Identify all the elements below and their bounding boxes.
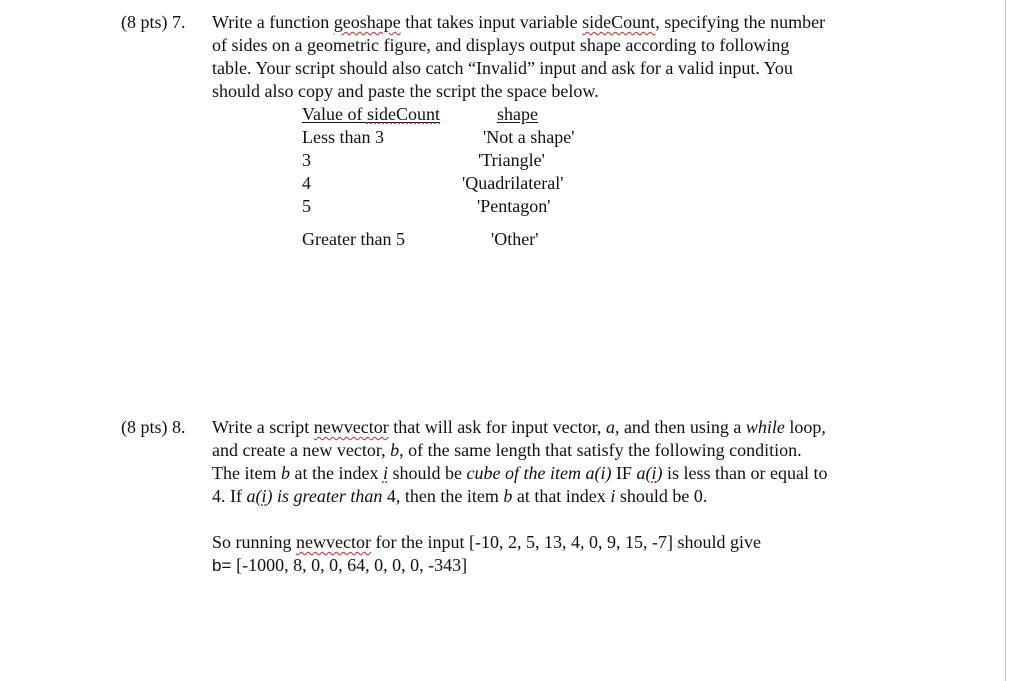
q8-var-i: i xyxy=(651,463,657,483)
q8-text: 4, then the item xyxy=(382,486,504,506)
table-header-value-prefix: Value of xyxy=(302,104,367,124)
q7-number: 7. xyxy=(172,12,186,32)
table-header-value xyxy=(302,103,440,125)
table-cell-shape: 'Triangle' xyxy=(478,150,545,170)
q8-ai-close: ) xyxy=(656,463,663,483)
q7-text-line-3: table. Your script should also catch “Invalid” input and ask for a valid input. You xyxy=(212,58,793,78)
table-cell-value: 3 xyxy=(302,150,311,170)
q8-result-label: b= xyxy=(212,556,237,575)
q7-text: , specifying the number xyxy=(655,12,826,32)
q8-text: that will ask for input vector, xyxy=(388,417,606,437)
q7-text-line-2: of sides on a geometric figure, and displays output shape according to following xyxy=(212,35,790,55)
q8-script-name: newvector xyxy=(296,532,371,552)
q8-text: , and then using a xyxy=(614,417,746,437)
q8-text: should be 0. xyxy=(615,486,708,506)
q8-line-1 xyxy=(121,416,186,438)
q8-var-b: b xyxy=(390,440,400,460)
table-cell-shape: 'Not a shape' xyxy=(483,127,575,147)
q8-text: at the index xyxy=(289,463,383,483)
table-cell-value: Greater than 5 xyxy=(302,229,405,249)
q7-variable-name: sideCount xyxy=(582,12,656,32)
q8-number: 8. xyxy=(172,417,186,437)
q7-text-line-1 xyxy=(212,11,825,33)
q7-text: Write a function xyxy=(212,12,334,32)
q8-text: at that index xyxy=(512,486,611,506)
q8-text: The item xyxy=(212,463,281,483)
table-cell-value: 4 xyxy=(302,173,311,193)
q8-var-i: i xyxy=(382,463,388,483)
q8-var-a: a xyxy=(605,417,615,437)
q8-cube-phrase: cube of the item a(i) xyxy=(466,463,612,483)
q7-function-name: geoshape xyxy=(333,12,401,32)
q7-text-line-4: should also copy and paste the script the space below. xyxy=(212,81,599,101)
table-cell-shape: 'Other' xyxy=(491,229,539,249)
q8-greater-phrase: is greater than xyxy=(272,486,383,506)
q7-text: that takes input variable xyxy=(400,12,583,32)
page-edge xyxy=(1005,0,1006,681)
q8-text: , of the same length that satisfy the following condition. xyxy=(399,440,802,460)
q8-text-line-2 xyxy=(212,439,802,461)
table-cell-shape: 'Quadrilateral' xyxy=(462,173,564,193)
q8-text: So running xyxy=(212,532,297,552)
q8-text-line-1 xyxy=(212,416,826,438)
q8-result-value: [-1000, 8, 0, 0, 64, 0, 0, 0, -343] xyxy=(236,555,468,575)
q8-ai-close: ) xyxy=(266,486,273,506)
q8-text: loop, xyxy=(784,417,826,437)
table-cell-value: 5 xyxy=(302,196,311,216)
q8-text-line-4 xyxy=(212,485,707,507)
q8-text-line-3 xyxy=(212,462,827,484)
q7-points: (8 pts) xyxy=(121,12,168,32)
q8-text: is less than or equal to xyxy=(662,463,828,483)
table-header-value-var: sideCount xyxy=(366,104,440,124)
table-cell-shape: 'Pentagon' xyxy=(477,196,551,216)
q8-script-name: newvector xyxy=(313,417,389,437)
q8-while-keyword: while xyxy=(745,417,785,437)
q8-text: 4. If xyxy=(212,486,247,506)
q8-ai-open: a( xyxy=(246,486,262,506)
table-header-shape: shape xyxy=(497,104,538,124)
q8-text: should be xyxy=(387,463,467,483)
table-cell-value: Less than 3 xyxy=(302,127,384,147)
q8-text: IF xyxy=(611,463,637,483)
q8-text: Write a script xyxy=(212,417,314,437)
q7-line-1 xyxy=(121,11,186,33)
q8-ai-open: a( xyxy=(636,463,652,483)
q8-var-i: i xyxy=(261,486,267,506)
q8-text-line-5 xyxy=(212,531,761,553)
q8-text: and create a new vector, xyxy=(212,440,391,460)
q8-var-i: i xyxy=(610,486,616,506)
q8-text-line-6 xyxy=(212,554,467,577)
q8-var-b: b xyxy=(280,463,290,483)
q8-var-b: b xyxy=(503,486,513,506)
q8-text: for the input [-10, 2, 5, 13, 4, 0, 9, 15, -7] should give xyxy=(370,532,761,552)
q8-points: (8 pts) xyxy=(121,417,168,437)
